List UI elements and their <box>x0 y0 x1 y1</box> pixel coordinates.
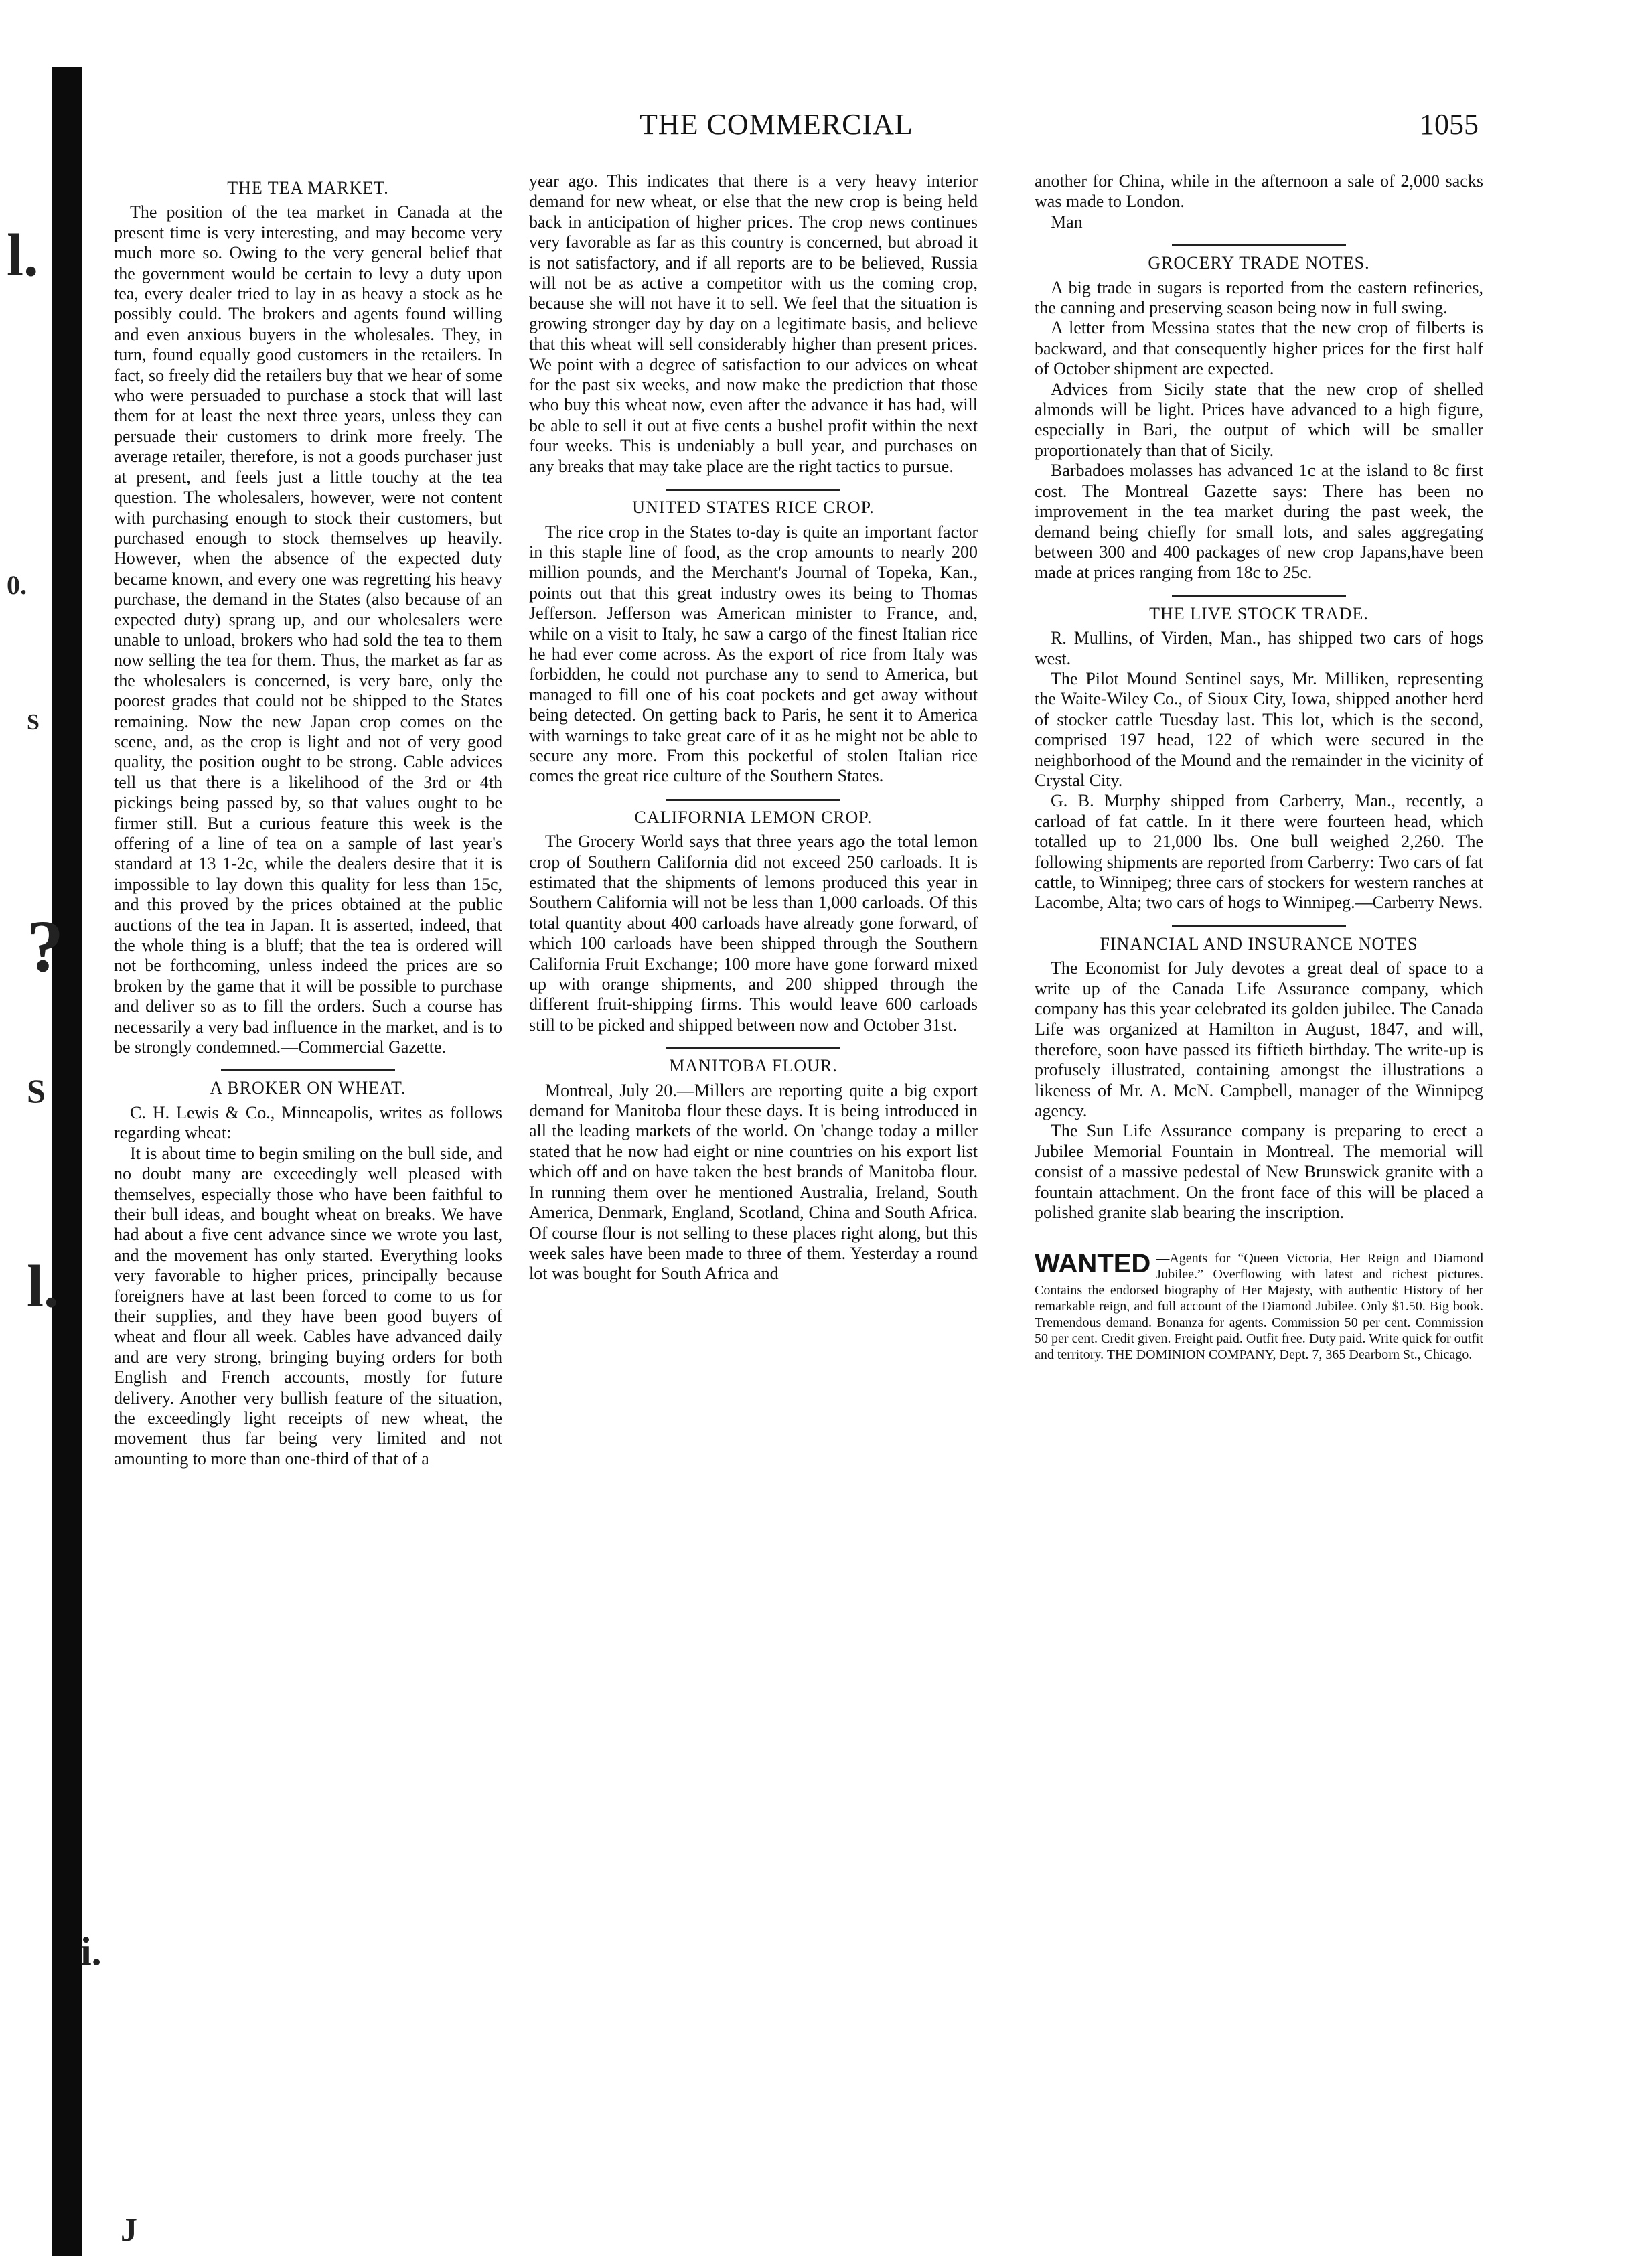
article-paragraph: C. H. Lewis & Co., Minneapolis, writes as follows regarding wheat: <box>114 1102 502 1143</box>
section-divider <box>666 799 840 801</box>
article-us-rice-crop <box>529 498 978 787</box>
margin-mark: J <box>121 2210 137 2248</box>
article-manitoba-flour-continued <box>1035 171 1483 232</box>
article-title: FINANCIAL AND INSURANCE NOTES <box>1100 933 1418 954</box>
section-divider <box>666 1047 840 1049</box>
article-title: A BROKER ON WHEAT. <box>210 1078 406 1098</box>
article-manitoba-flour <box>529 1056 978 1284</box>
article-grocery-trade-notes <box>1035 253 1483 583</box>
ad-headword: WANTED <box>1035 1248 1151 1278</box>
margin-mark: ? <box>27 905 64 987</box>
column-1 <box>114 171 502 1479</box>
section-divider <box>666 489 840 491</box>
article-paragraph: Barbadoes molasses has advanced 1c at the island to 8c first cost. The Montreal Gazette says: There has been no improvement in the tea market during the past week, the demand being chiefly for small lots, and sales aggregating between 300 and 400 packages of new crop Japans,have been made at prices ranging from 18c to 25c. <box>1035 461 1483 583</box>
article-paragraph: A letter from Messina states that the new crop of filberts is backward, and that consequently higher prices for the first half of October shipment are expected. <box>1035 318 1483 379</box>
article-title: MANITOBA FLOUR. <box>669 1056 838 1076</box>
scan-edge-bar <box>52 67 82 2256</box>
margin-mark: S <box>27 1072 46 1110</box>
article-title: GROCERY TRADE NOTES. <box>1148 253 1370 273</box>
column-2 <box>529 171 978 1294</box>
article-paragraph: The Pilot Mound Sentinel says, Mr. Milliken, representing the Waite-Wiley Co., of Sioux City, Iowa, shipped another herd of stocker cattle Tuesday last. This lot, which is the second, comprised 197 head, 122 of which were secured in the neighborhood of the Mound and the remainder in the vicinity of Crystal City. <box>1035 668 1483 790</box>
section-divider <box>221 1069 395 1071</box>
page-header <box>161 107 1634 154</box>
article-paragraph: G. B. Murphy shipped from Carberry, Man., recently, a carload of fat cattle. In it there were fourteen head, which totalled up to 21,000 lbs. One bull weighed 2,260. The following shipments are reported from Carberry: Two cars of fat cattle, to Winnipeg; three cars of stockers for western ranches at Lacombe, Alta; two cars of hogs to Winnipeg.—Carberry News. <box>1035 791 1483 913</box>
column-3 <box>1035 171 1483 1363</box>
article-tea-market <box>114 178 502 1057</box>
margin-mark: l. <box>27 1254 59 1320</box>
article-paragraph: year ago. This indicates that there is a very heavy interior demand for new wheat, or else that the new crop is being held back in anticipation of higher prices. The crop news continues very favorable as far as this country is concerned, but abroad it is not satisfactory, and if all reports are to be believed, Russia will not be as active a competitor with us the coming crop, because she will not have it to sell. We feel that the situation is growing stronger day by day on a legitimate basis, and believe that this wheat will sell considerably higher than present prices. We point with a degree of satisfaction to our advices on wheat for the past six weeks, and now make the prediction that those who buy this wheat now, even after the advance it has had, will be able to sell it out at five cents a bushel profit within the next four weeks. This is undeniably a bull year, and purchases on any breaks that may take place are the right tactics to pursue. <box>529 171 978 476</box>
section-divider <box>1172 925 1346 927</box>
margin-mark: l. <box>7 222 39 289</box>
page-number: 1055 <box>1420 108 1479 141</box>
article-paragraph: A big trade in sugars is reported from the eastern refineries, the canning and preserving season being now in full swing. <box>1035 277 1483 318</box>
article-paragraph: The Economist for July devotes a great deal of space to a write up of the Canada Life Assurance company, which company has this year celebrated its golden jubilee. The Canada Life was organized at Hamilton in August, 1847, and will, therefore, soon have passed its fiftieth birthday. The write-up is profusely illustrated, containing amongst the illustrations a likeness of Mr. A. McN. Campbell, manager of the Winnipeg agency. <box>1035 958 1483 1121</box>
section-divider <box>1172 244 1346 246</box>
wanted-advertisement <box>1035 1250 1483 1363</box>
margin-mark: S <box>27 710 40 735</box>
article-paragraph: The position of the tea market in Canada at the present time is very interesting, and may become very much more so. Owing to the very general belief that the government would be certain to levy a duty upon tea, every dealer tried to lay in as heavy a stock as he possibly could. The brokers and agents found willing and even anxious buyers in the wholesales. They, in turn, found equally good customers in the retailers. In fact, so freely did the retailers buy that we hear of some who were persuaded to purchase a stock that will last them for at least the next three years, unless they can persuade their customers to drink more freely. The average retailer, therefore, is not a goods purchaser just at present, and feels just a little touchy at the tea question. The wholesalers, however, were not content with purchasing enough to stock their customers, but purchased enough to stock themselves up heavily. However, when the absence of the expected duty became known, and every one was regretting his heavy purchase, the demand in the States (also because of an expected duty) sprang up, and our wholesalers were unable to unload, brokers who had sold the tea to them now selling the tea for them. Thus, the market as far as the wholesalers is concerned, is very bare, only the poorest grades that could not be shipped to the States remaining. Now the new Japan crop comes on the scene, and, as the crop is light and not of very good quality, the position ought to be strong. Cable advices tell us that there is a likelihood of the 3rd or 4th pickings being passed by, so that values ought to be firmer still. But a curious feature this week is the offering of a line of tea on a sample of last year's standard at 13 1-2c, while the dealers desire that it is impossible to lay down this quality for less than 15c, and this proved by the prices obtained at the public auctions of the tea in Japan. It is asserted, indeed, that the whole thing is a bluff; that the tea is ordered will not be forthcoming, unless indeed the prices are so broken by the game that it will be possible to purchase and deliver so as to fill the orders. Such a course has necessarily a very bad influence in the market, and is to be strongly condemned.—Commercial Gazette. <box>114 202 502 1057</box>
article-title: THE TEA MARKET. <box>227 178 389 198</box>
article-title: CALIFORNIA LEMON CROP. <box>634 807 873 827</box>
article-paragraph: R. Mullins, of Virden, Man., has shipped two cars of hogs west. <box>1035 628 1483 668</box>
running-title: THE COMMERCIAL <box>640 108 913 141</box>
article-financial-insurance-notes <box>1035 934 1483 1223</box>
article-title: THE LIVE STOCK TRADE. <box>1149 603 1369 623</box>
article-title: UNITED STATES RICE CROP. <box>632 498 875 518</box>
article-broker-on-wheat-continued <box>529 171 978 477</box>
article-paragraph: Advices from Sicily state that the new crop of shelled almonds will be light. Prices have advanced to a high figure, especially in Bari, the output of which will be smaller proportionately than that of Sicily. <box>1035 379 1483 460</box>
section-divider <box>1172 595 1346 597</box>
article-paragraph: another for China, while in the afternoon a sale of 2,000 sacks was made to London. <box>1035 171 1483 212</box>
ad-body: —Agents for “Queen Victoria, Her Reign and Diamond Jubilee.” Overflowing with latest and richest pictures. Contains the endorsed biography of Her Majesty, with authentic History of her remarkable reign, and full account of the Diamond Jubilee. Only $1.50. Big book. Tremendous demand. Bonanza for agents. Commission 50 per cent. Commission 50 per cent. Credit given. Freight paid. Outfit free. Duty paid. Write quick for outfit and territory. THE DOMINION COMPANY, Dept. 7, 365 Dearborn St., Chicago. <box>1035 1250 1483 1362</box>
article-paragraph: Man <box>1051 212 1083 232</box>
article-live-stock-trade <box>1035 604 1483 913</box>
article-california-lemon-crop <box>529 808 978 1035</box>
margin-mark: 0. <box>7 570 27 600</box>
article-paragraph: The rice crop in the States to-day is quite an important factor in this staple line of food, as the crop amounts to nearly 200 million pounds, and the Merchant's Journal of Topeka, Kan., points out that this great industry owes its being to Thomas Jefferson. Jefferson was American minister to France, and, while on a visit to Italy, he saw a cargo of the finest Italian rice he had ever come across. As the export of rice from Italy was forbidden, he could not purchase any to send to America, but managed to fill one of his coat pockets and get away without being detected. On getting back to Paris, he sent it to America with warnings to take great care of it as he might not be able to secure any more. From this pocketful of stolen Italian rice comes the great rice culture of the Southern States. <box>529 522 978 786</box>
article-broker-on-wheat <box>114 1078 502 1469</box>
article-paragraph: The Grocery World says that three years ago the total lemon crop of Southern California did not exceed 250 carloads. It is estimated that the shipments of lemons produced this year in Southern California will not be less than 1,000 carloads. Of this total quantity about 400 carloads have already gone forward, of which 100 carloads have been shipped through the Southern California Fruit Exchange; 100 more have gone forward mixed up with orange shipments, and 200 shipped through the different fruit-shipping firms. This would leave 600 carloads still to be picked and shipped between now and October 31st. <box>529 832 978 1035</box>
margin-mark: i. <box>80 1929 102 1973</box>
article-paragraph: Montreal, July 20.—Millers are reporting quite a big export demand for Manitoba flour these days. It is being introduced in all the leading markets of the world. On 'change today a miller stated that he now had eight or nine countries on his export list which off and on have taken the best brands of Manitoba flour. In running them over he mentioned Australia, Ireland, South America, Denmark, England, Scotland, China and South Africa. Of course flour is not selling to these places right along, but this week sales have been made to three of them. Yesterday a round lot was bought for South Africa and <box>529 1080 978 1284</box>
article-paragraph: The Sun Life Assurance company is preparing to erect a Jubilee Memorial Fountain in Montreal. The memorial will consist of a massive pedestal of New Brunswick granite with a fountain attachment. On the front face of this will be placed a polished granite slab bearing the inscription. <box>1035 1121 1483 1223</box>
article-paragraph: It is about time to begin smiling on the bull side, and no doubt many are exceedingly well pleased with themselves, especially those who have been faithful to their bull ideas, and bought wheat on breaks. We have had about a five cent advance since we wrote you last, and the movement has only started. Everything looks very favorable to higher prices, principally because foreigners have at last been forced to come to us for their supplies, and they have been good buyers of wheat and flour all week. Cables have advanced daily and are very strong, bringing buying orders for both English and French accounts, mostly for future delivery. Another very bullish feature of the situation, the exceedingly light receipts of new wheat, the movement thus far being very limited and not amounting to more than one-third of that of a <box>114 1143 502 1469</box>
